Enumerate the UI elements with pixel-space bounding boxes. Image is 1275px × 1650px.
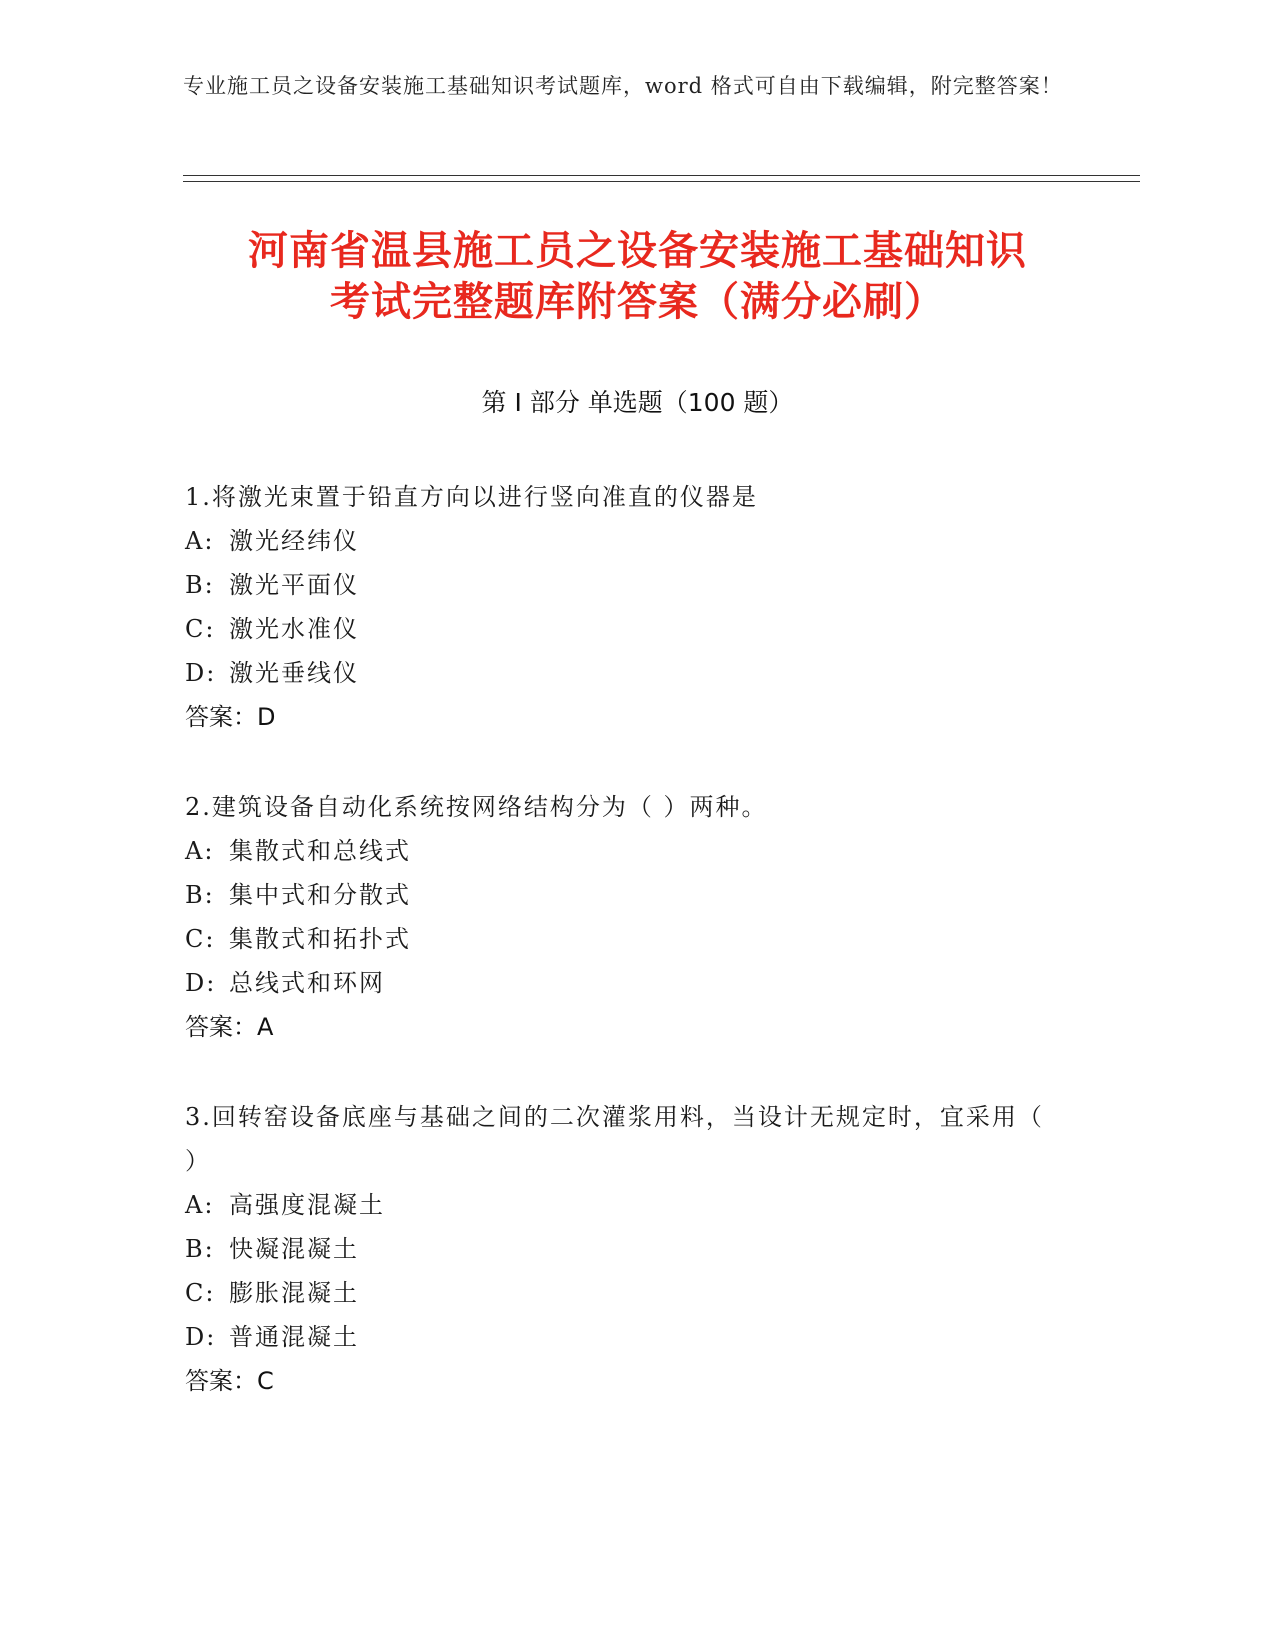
question-list: [185, 475, 1065, 1449]
option-d: [185, 651, 1065, 695]
answer: 答案：D: [185, 703, 276, 731]
option-text: 膨胀混凝土: [229, 1279, 359, 1307]
question-stem: 1.将激光束置于铅直方向以进行竖向准直的仪器是: [185, 483, 758, 511]
document-title-line-2: 考试完整题库附答案（满分必刷）: [330, 279, 945, 325]
option-key: D:: [185, 969, 217, 997]
option-key: A:: [185, 527, 215, 555]
option-key: C:: [185, 615, 216, 643]
option-key: B:: [185, 571, 215, 599]
option-text: 总线式和环网: [229, 969, 385, 997]
option-text: 快凝混凝土: [229, 1235, 359, 1263]
document-title-line-1: 河南省温县施工员之设备安装施工基础知识: [248, 228, 1027, 274]
document-title: [160, 226, 1115, 328]
option-text: 集散式和总线式: [229, 837, 411, 865]
option-c: [185, 1271, 1065, 1315]
option-a: [185, 829, 1065, 873]
option-text: 激光垂线仪: [229, 659, 359, 687]
option-key: C:: [185, 1279, 216, 1307]
option-a: [185, 519, 1065, 563]
question-1: [185, 475, 1065, 739]
section-title: 第 I 部分 单选题（100 题）: [481, 388, 794, 417]
option-a: [185, 1183, 1065, 1227]
answer: 答案：A: [185, 1013, 274, 1041]
option-d: [185, 1315, 1065, 1359]
question-stem: 3.回转窑设备底座与基础之间的二次灌浆用料，当设计无规定时，宜采用（ ）: [185, 1103, 1044, 1175]
question-stem: 2.建筑设备自动化系统按网络结构分为（ ）两种。: [185, 793, 768, 821]
option-text: 高强度混凝土: [229, 1191, 385, 1219]
option-text: 集散式和拓扑式: [229, 925, 411, 953]
option-key: D:: [185, 1323, 217, 1351]
header-rule-bottom: [183, 181, 1140, 182]
question-2: [185, 785, 1065, 1049]
option-text: 激光水准仪: [229, 615, 359, 643]
option-b: [185, 873, 1065, 917]
option-key: A:: [185, 1191, 215, 1219]
option-c: [185, 607, 1065, 651]
option-text: 激光平面仪: [229, 571, 359, 599]
option-d: [185, 961, 1065, 1005]
header-rule-top: [183, 175, 1140, 176]
question-3: [185, 1095, 1065, 1403]
header-note: 专业施工员之设备安装施工基础知识考试题库，word 格式可自由下载编辑，附完整答案！: [183, 74, 1063, 98]
option-text: 激光经纬仪: [229, 527, 359, 555]
option-key: B:: [185, 1235, 215, 1263]
answer: 答案：C: [185, 1367, 274, 1395]
option-b: [185, 563, 1065, 607]
option-key: C:: [185, 925, 216, 953]
option-c: [185, 917, 1065, 961]
option-key: B:: [185, 881, 215, 909]
option-b: [185, 1227, 1065, 1271]
option-key: A:: [185, 837, 215, 865]
option-text: 集中式和分散式: [229, 881, 411, 909]
option-text: 普通混凝土: [229, 1323, 359, 1351]
option-key: D:: [185, 659, 217, 687]
